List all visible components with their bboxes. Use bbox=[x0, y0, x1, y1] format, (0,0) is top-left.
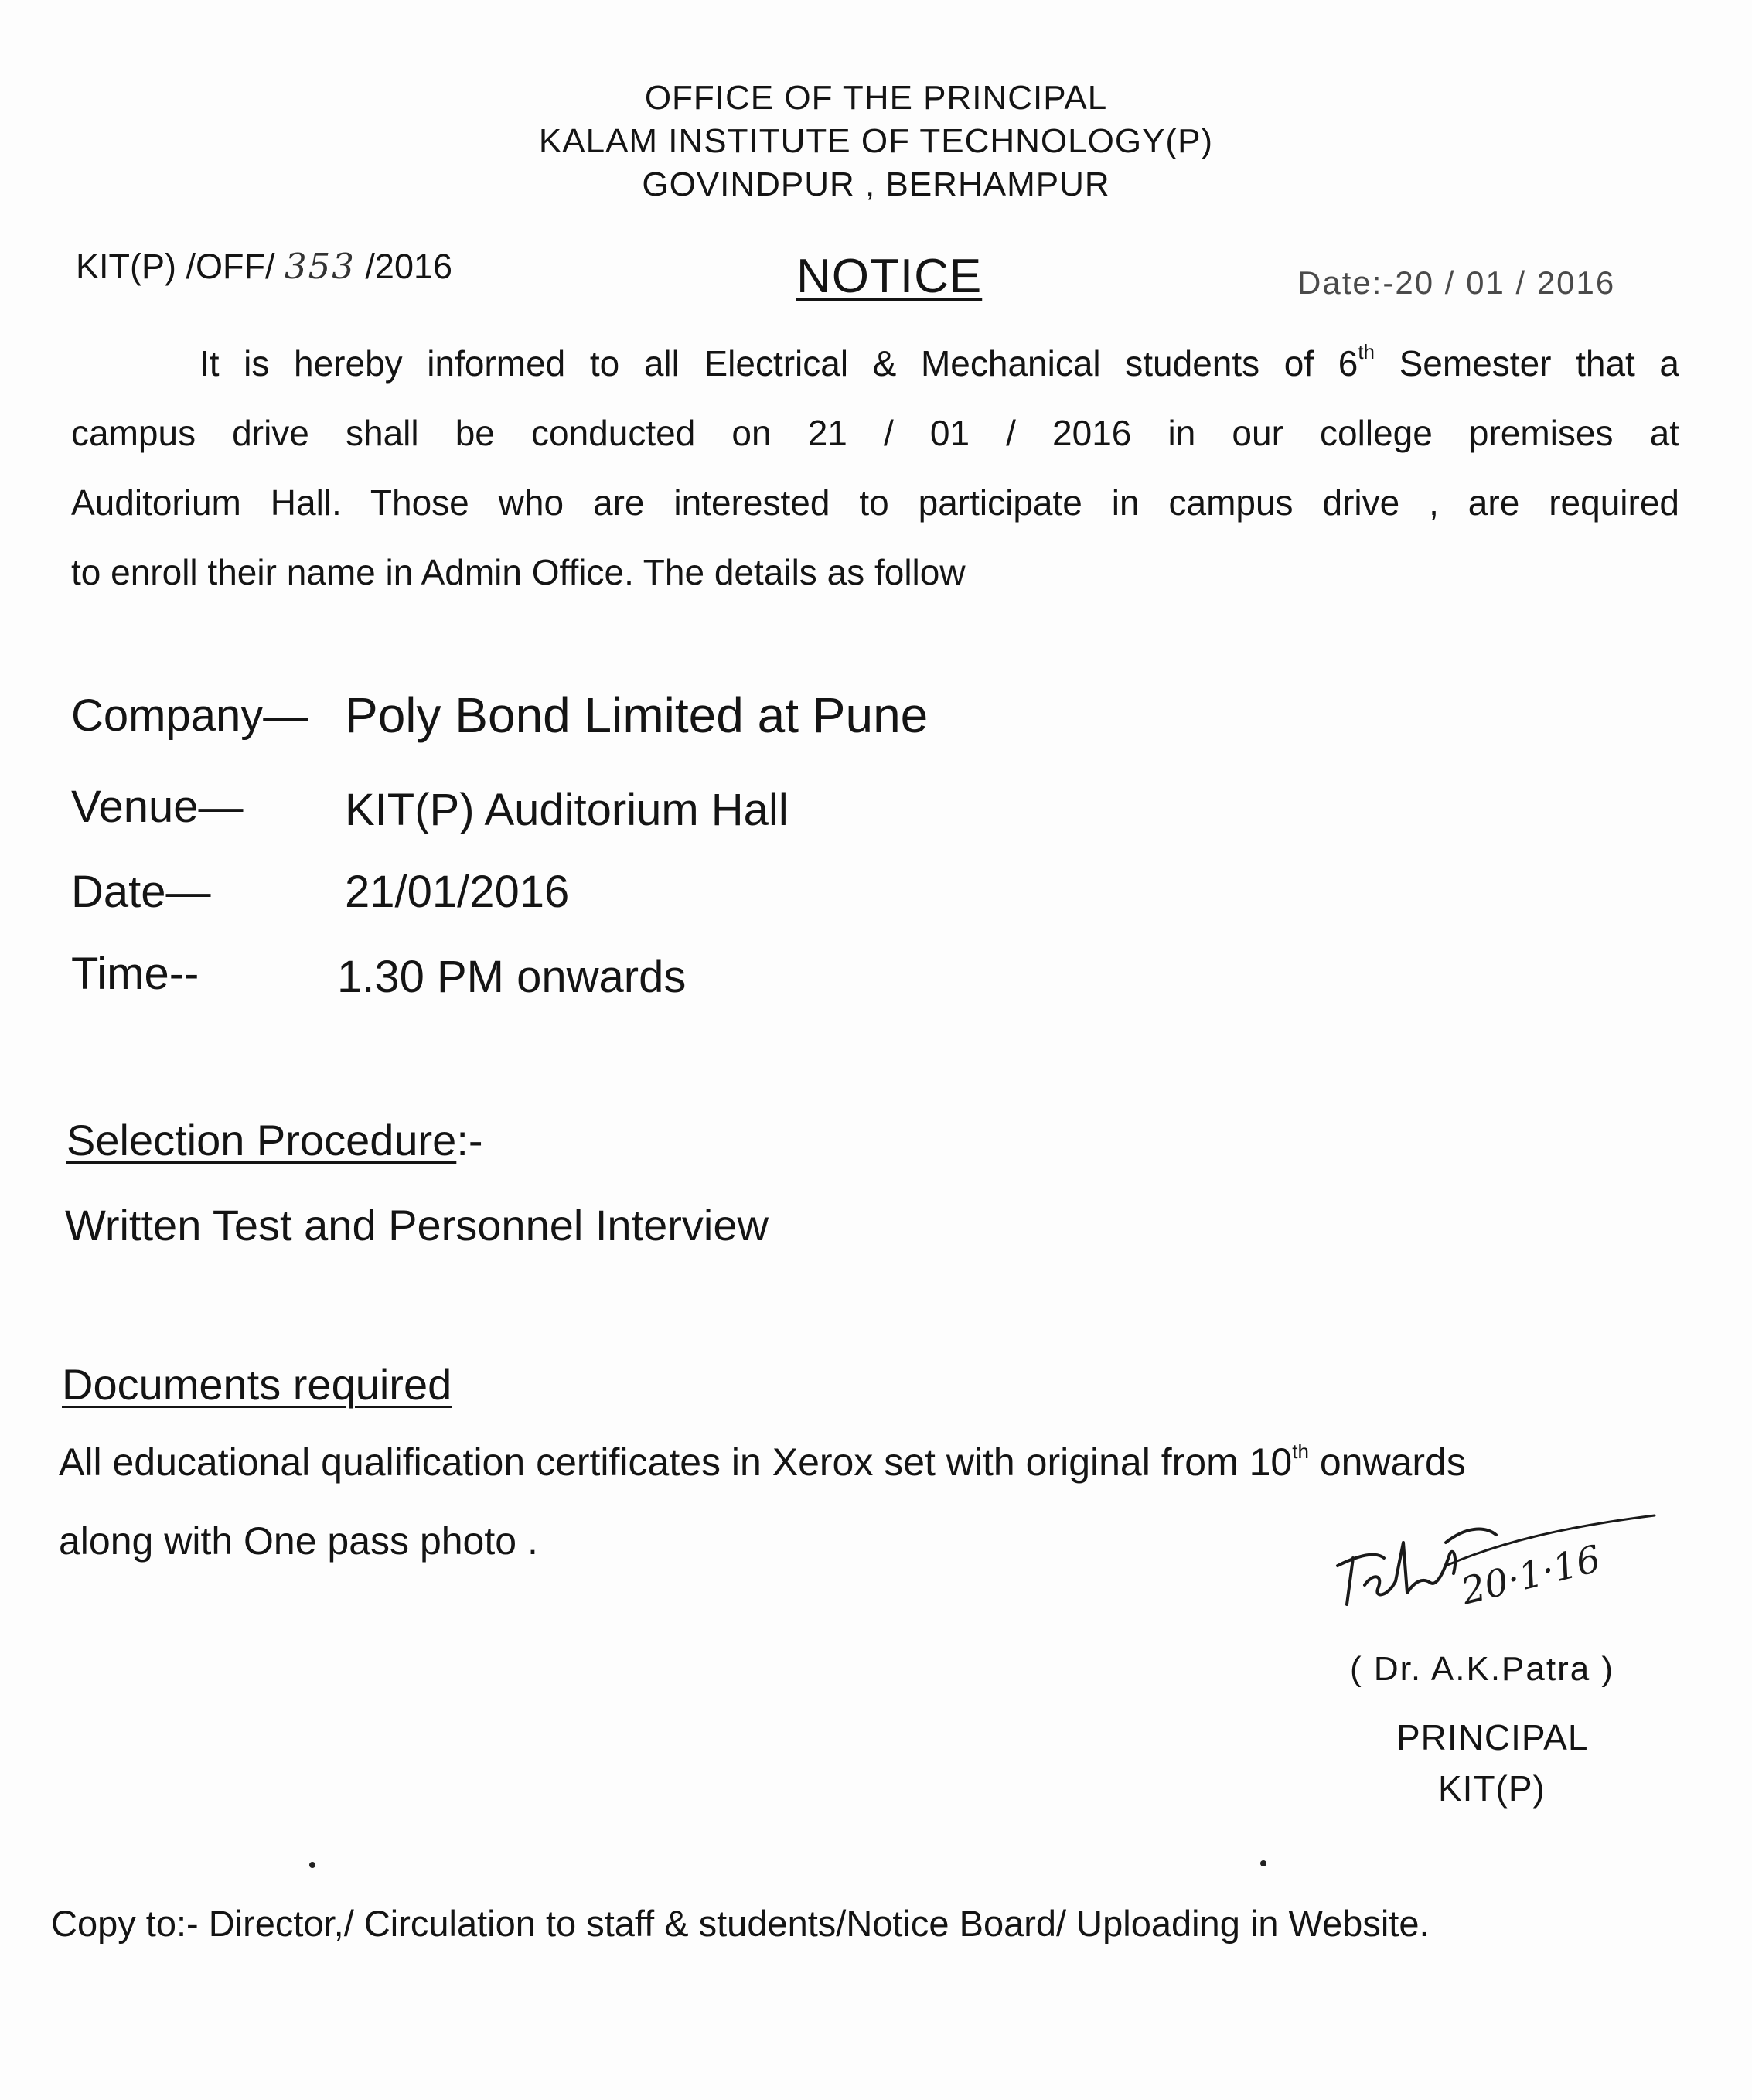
venue-label: Venue— bbox=[71, 782, 244, 832]
reference-handwritten-number: 353 bbox=[285, 246, 356, 287]
date-label: Date— bbox=[71, 867, 211, 917]
time-label: Time-- bbox=[71, 949, 199, 999]
intro-line-1-tail: Semester that a bbox=[1375, 343, 1680, 384]
company-label: Company— bbox=[71, 690, 308, 741]
reference-prefix: KIT(P) /OFF/ bbox=[76, 247, 275, 286]
reference-year: /2016 bbox=[365, 247, 453, 286]
selection-procedure-text: Written Test and Personnel Interview bbox=[65, 1201, 769, 1249]
documents-heading-text: Documents required bbox=[62, 1360, 452, 1409]
copy-to-line: Copy to:- Director,/ Circulation to staff & students/Notice Board/ Uploading in Website. bbox=[51, 1903, 1430, 1944]
intro-line-3: Auditorium Hall. Those who are interested to participate in campus drive , are required bbox=[71, 482, 1679, 523]
reference-number bbox=[76, 246, 452, 287]
date-value: 21/01/2016 bbox=[345, 867, 570, 917]
notice-title: NOTICE bbox=[796, 250, 983, 303]
signatory-name: ( Dr. A.K.Patra ) bbox=[1350, 1650, 1615, 1688]
signature-date: 20·1·16 bbox=[1457, 1536, 1605, 1614]
documents-line-1 bbox=[59, 1440, 1466, 1485]
selection-procedure-heading bbox=[66, 1115, 483, 1165]
intro-line-2: campus drive shall be conducted on 21 / 01 / 2016 in our college premises at bbox=[71, 413, 1679, 453]
scan-speck bbox=[309, 1862, 315, 1868]
time-value: 1.30 PM onwards bbox=[337, 952, 687, 1002]
intro-line-1-superscript: th bbox=[1358, 340, 1375, 363]
company-value: Poly Bond Limited at Pune bbox=[345, 687, 929, 743]
intro-line-1-text: It is hereby informed to all Electrical & Mechanical students of 6 bbox=[199, 343, 1358, 384]
intro-line-4: to enroll their name in Admin Office. The details as follow bbox=[71, 552, 966, 592]
signatory-organization: KIT(P) bbox=[1438, 1768, 1546, 1809]
documents-line-1-superscript: th bbox=[1292, 1440, 1309, 1463]
documents-required-heading bbox=[62, 1359, 452, 1410]
documents-line-2: along with One pass photo . bbox=[59, 1519, 538, 1563]
selection-heading-suffix: :- bbox=[456, 1116, 483, 1164]
notice-date: Date:-20 / 01 / 2016 bbox=[1297, 264, 1616, 301]
documents-line-1-text: All educational qualification certificates in Xerox set with original from 10 bbox=[59, 1440, 1293, 1484]
intro-line-1 bbox=[71, 328, 1679, 399]
institute-name: KALAM INSTITUTE OF TECHNOLOGY(P) bbox=[538, 122, 1214, 160]
office-heading: OFFICE OF THE PRINCIPAL bbox=[644, 79, 1108, 117]
selection-heading-text: Selection Procedure bbox=[66, 1116, 457, 1164]
institute-address: GOVINDPUR , BERHAMPUR bbox=[642, 165, 1110, 203]
handwritten-signature bbox=[1330, 1512, 1670, 1628]
scan-speck bbox=[1260, 1860, 1266, 1866]
documents-line-1-tail: onwards bbox=[1308, 1440, 1466, 1484]
signatory-title: PRINCIPAL bbox=[1396, 1717, 1589, 1757]
venue-value: KIT(P) Auditorium Hall bbox=[345, 785, 789, 835]
